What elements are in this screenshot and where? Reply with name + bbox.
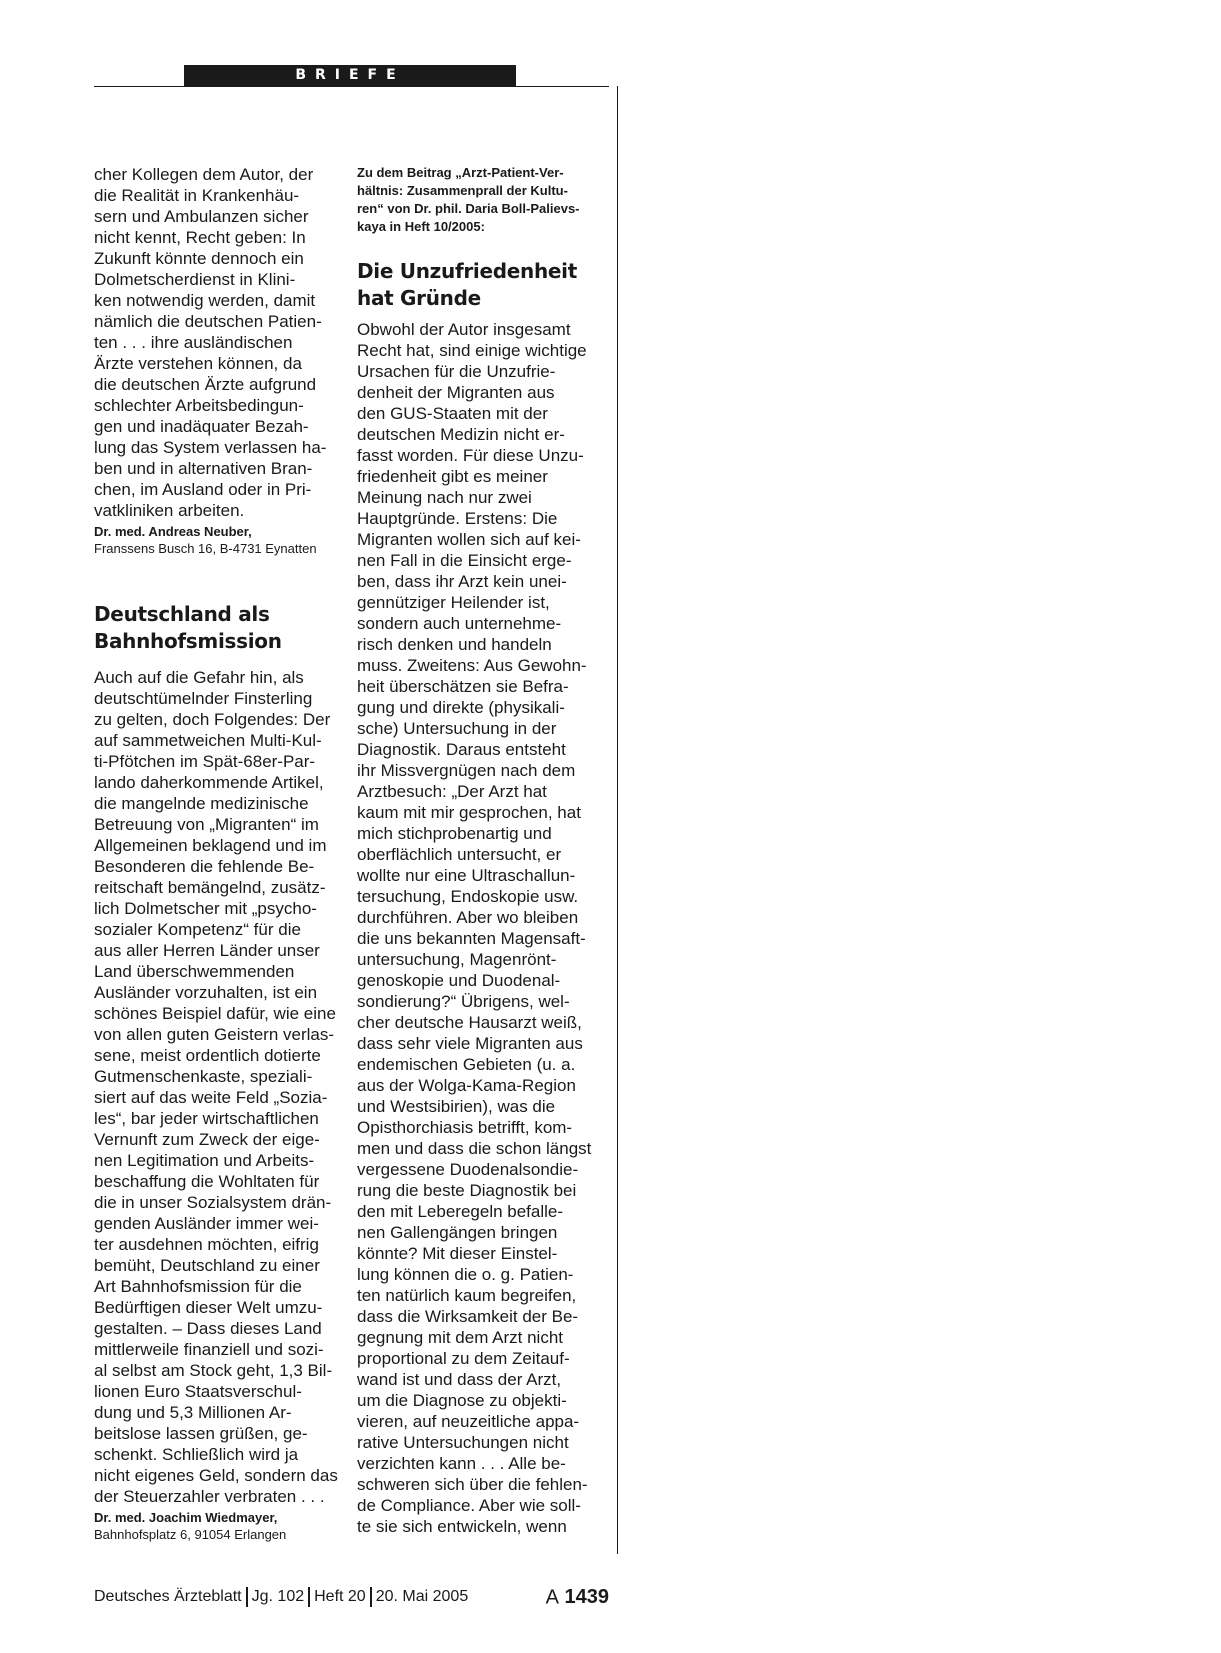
letter-address: Bahnhofsplatz 6, 91054 Erlangen (94, 1527, 287, 1542)
header-rule (94, 86, 609, 87)
page-prefix: A (545, 1586, 559, 1609)
letter-author: Dr. med. Andreas Neuber, (94, 524, 252, 539)
footer-separator (308, 1587, 310, 1607)
journal-date: 20. Mai 2005 (375, 1588, 469, 1605)
right-column (357, 164, 612, 1537)
letter-body: Obwohl der Autor insgesamt Recht hat, sind einige wichtige Ursachen für die Unzufrie- denheit der Migranten aus den GUS-Staaten mit der deutschen Medizin nicht er- fasst worden. Für diese Unzu- friedenheit gibt es meiner Meinung nach nur zwei Hauptgründe. Erstens: Die Migranten wollen sich auf kei- nen Fall in die Einsicht erge- ben, dass ihr Arzt kein unei- gennütziger Heilender ist, sondern auch unternehme- risch denken und handeln muss. Zweitens: Aus Gewohn- heit überschätzen sie Befra- gung und direkte (physikali- sche) Untersuchung in der Diagnostik. Daraus entsteht ihr Missvergnügen nach dem Arztbesuch: „Der Arzt hat kaum mit mir gesprochen, hat mich stichprobenartig und oberflächlich untersucht, er wollte nur eine Ultraschallun- tersuchung, Endoskopie usw. durchführen. Aber wo bleiben die uns bekannten Magensaft- untersuchung, Magenrönt- genoskopie und Duodenal- sondierung?“ Übrigens, wel- cher deutsche Hausarzt weiß, dass sehr viele Migranten aus endemischen Gebieten (u. a. aus der Wolga-Kama-Region und Westsibirien), was die Opisthorchiasis betrifft, kom- men und dass die schon längst vergessene Duodenalsondie- rung die beste Diagnostik bei den mit Leberegeln befalle- nen Gallengängen bringen könnte? Mit dieser Einstel- lung können die o. g. Patien- ten natürlich kaum begreifen, dass die Wirksamkeit der Be- gegnung mit dem Arzt nicht proportional zu dem Zeitauf- wand ist und dass der Arzt, um die Diagnose zu objekti- vieren, auf neuzeitliche appa- rative Untersuchungen nicht verzichten kann . . . Alle be- schweren sich über die fehlen- de Compliance. Aber wie soll- te sie sich entwickeln, wenn (357, 320, 592, 1536)
section-title: BRIEFE (295, 67, 405, 83)
letter-address: Franssens Busch 16, B-4731 Eynatten (94, 541, 317, 556)
letter-author: Dr. med. Joachim Wiedmayer, (94, 1510, 278, 1525)
letter-heading: Deutschland als Bahnhofsmission (94, 602, 282, 653)
column-rule (617, 86, 618, 1554)
page-number (546, 1585, 609, 1610)
journal-issue: Heft 20 (314, 1588, 366, 1605)
page-footer (94, 1585, 609, 1609)
journal-volume: Jg. 102 (251, 1588, 305, 1605)
letter-intro: Zu dem Beitrag „Arzt-Patient-Ver- hältnis: Zusammenprall der Kultu- ren“ von Dr. phil. Daria Boll-Palievs- kaya in Heft 10/2005: (357, 165, 580, 234)
footer-separator (370, 1587, 372, 1607)
section-header (184, 65, 516, 86)
journal-name: Deutsches Ärzteblatt (94, 1588, 242, 1605)
left-column (94, 164, 349, 1543)
page-number-value: 1439 (564, 1586, 609, 1608)
letter-heading: Die Unzufriedenheit hat Gründe (357, 259, 577, 310)
footer-separator (246, 1587, 248, 1607)
letter-body: Auch auf die Gefahr hin, als deutschtümelnder Finsterling zu gelten, doch Folgendes: Der auf sammetweichen Multi-Kul- ti-Pfötchen im Spät-68er-Par- lando daherkommende Artikel, die mangelnde medizinische Betreuung von „Migranten“ im Allgemeinen beklagend und im Besonderen die fehlende Be- reitschaft bemängelnd, zusätz- lich Dolmetscher mit „psycho- sozialer Kompetenz“ für die aus aller Herren Länder unser Land überschwemmenden Ausländer vorzuhalten, ist ein schönes Beispiel dafür, wie eine von allen guten Geistern verlas- sene, meist ordentlich dotierte Gutmenschenkaste, speziali- siert auf das weite Feld „Sozia- les“, bar jeder wirtschaftlichen Vernunft zum Zweck der eige- nen Legitimation und Arbeits- beschaffung die Wohltaten für die in unser Sozialsystem drän- genden Ausländer immer wei- ter ausdehnen möchten, eifrig bemüht, Deutschland zu einer Art Bahnhofsmission für die Bedürftigen dieser Welt umzu- gestalten. – Dass dieses Land mittlerweile finanziell und sozi- al selbst am Stock geht, 1,3 Bil- lionen Euro Staatsverschul- dung und 5,3 Millionen Ar- beitslose lassen grüßen, ge- schenkt. Schließlich wird ja nicht eigenes Geld, sondern das der Steuerzahler verbraten . . . (94, 668, 338, 1506)
letter-body: cher Kollegen dem Autor, der die Realität in Krankenhäu- sern und Ambulanzen sicher nicht kennt, Recht geben: In Zukunft könnte dennoch ein Dolmetscherdienst in Klini- ken notwendig werden, damit nämlich die deutschen Patien- ten . . . ihre ausländischen Ärzte verstehen können, da die deutschen Ärzte aufgrund schlechter Arbeitsbedingun- gen und inadäquater Bezah- lung das System verlassen ha- ben und in alternativen Bran- chen, im Ausland oder in Pri- vatkliniken arbeiten. (94, 165, 327, 520)
